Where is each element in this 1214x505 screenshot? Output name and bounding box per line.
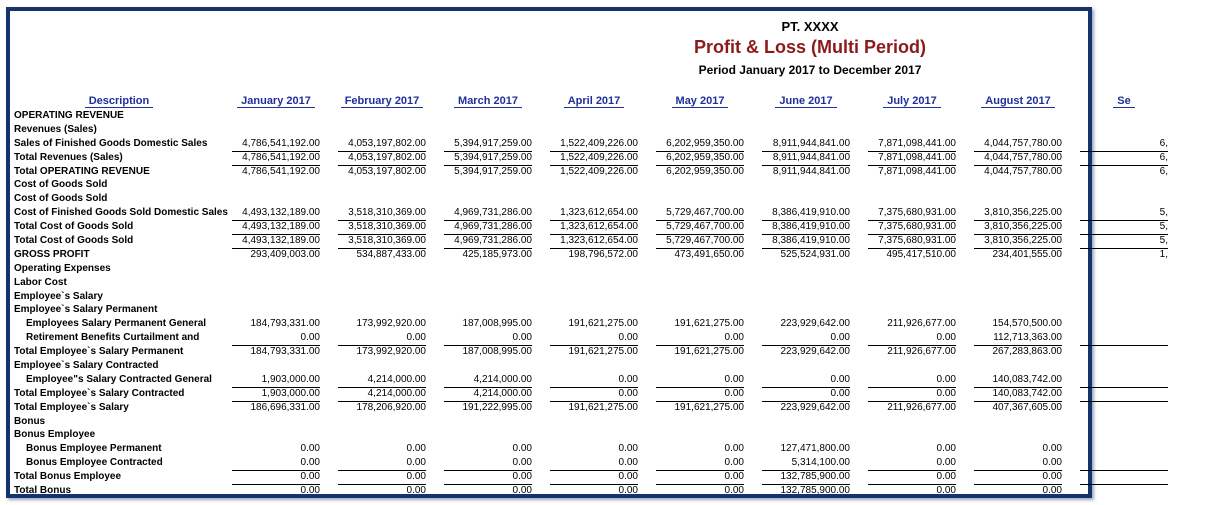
row-value: 1,903,000.00 <box>232 387 320 400</box>
row-value: 223,929,642.00 <box>762 401 850 414</box>
row-value: 1,903,000.00 <box>261 373 320 385</box>
row-value: 534,887,433.00 <box>338 248 426 261</box>
row-value: 0.00 <box>300 457 320 469</box>
row-label: Employees Salary Permanent General <box>26 318 207 330</box>
row-value: 0.00 <box>444 470 532 483</box>
row-value: 0.00 <box>762 387 850 400</box>
row-label: Total Employee`s Salary Contracted <box>14 387 185 399</box>
row-value: 0.00 <box>512 457 532 469</box>
row-label: OPERATING REVENUE <box>14 110 124 121</box>
row-label: Retirement Benefits Curtailment and <box>26 332 200 344</box>
row-value: 8,386,419,910.00 <box>762 234 850 247</box>
row-value: 187,008,995.00 <box>462 318 532 330</box>
row-value: 0.00 <box>868 387 956 400</box>
row-value: 132,785,900.00 <box>762 484 850 497</box>
row-value: 473,491,650.00 <box>656 248 744 261</box>
row-value: 4,053,197,802.00 <box>348 137 426 149</box>
table-row <box>14 206 1214 220</box>
row-label: Sales of Finished Goods Domestic Sales <box>14 137 208 149</box>
column-header-description: Description <box>14 95 224 109</box>
row-value: 1,323,612,654.00 <box>560 207 638 219</box>
row-value: 0.00 <box>300 443 320 455</box>
row-value: 223,929,642.00 <box>780 318 850 330</box>
table-row <box>14 290 1214 304</box>
row-value: 8,386,419,910.00 <box>772 207 850 219</box>
row-value: 0.00 <box>512 332 532 344</box>
row-value: 8,911,944,841.00 <box>772 137 850 149</box>
row-value: 4,786,541,192.00 <box>232 151 320 164</box>
row-value: 4,786,541,192.00 <box>242 137 320 149</box>
row-value: 0.00 <box>974 484 1062 497</box>
row-value: 191,621,275.00 <box>674 318 744 330</box>
row-value: 293,409,003.00 <box>232 248 320 261</box>
row-value: 0.00 <box>618 443 638 455</box>
table-row <box>14 359 1214 373</box>
row-value: 234,401,555.00 <box>974 248 1062 261</box>
row-value: 191,222,995.00 <box>444 401 532 414</box>
row-value: 6,202,959,350.00 <box>656 165 744 178</box>
row-value <box>1080 470 1168 483</box>
row-value: 0.00 <box>724 332 744 344</box>
row-value: 4,493,132,189.00 <box>232 234 320 247</box>
table-row <box>14 456 1214 470</box>
table-row <box>14 137 1214 151</box>
row-value: 187,008,995.00 <box>444 345 532 358</box>
row-value: 140,083,742.00 <box>974 387 1062 400</box>
row-label: GROSS PROFIT <box>14 248 90 260</box>
report-rows <box>14 109 1214 498</box>
row-label: Total Employee`s Salary Permanent <box>14 346 184 358</box>
row-value: 0.00 <box>656 470 744 483</box>
row-value: 1, <box>1080 248 1168 261</box>
row-value: 0.00 <box>936 443 956 455</box>
column-header-month: August 2017 <box>964 95 1072 109</box>
row-value: 0.00 <box>406 443 426 455</box>
table-row <box>14 262 1214 276</box>
row-value: 5, <box>1159 207 1168 219</box>
row-label: Employee"s Salary Contracted General <box>26 373 212 385</box>
row-value: 178,206,920.00 <box>338 401 426 414</box>
row-label: Total Cost of Goods Sold <box>14 235 134 247</box>
row-value: 0.00 <box>232 470 320 483</box>
row-value: 140,083,742.00 <box>992 373 1062 385</box>
row-value: 5,394,917,259.00 <box>444 165 532 178</box>
row-value: 4,214,000.00 <box>444 387 532 400</box>
row-value <box>1080 442 1168 455</box>
row-value: 0.00 <box>724 443 744 455</box>
table-row <box>14 151 1214 165</box>
row-label: Total Bonus <box>14 485 72 497</box>
row-value: 0.00 <box>338 470 426 483</box>
row-value: 7,375,680,931.00 <box>868 220 956 233</box>
row-label: Operating Expenses <box>14 262 111 274</box>
row-value: 0.00 <box>830 373 850 385</box>
row-value: 5,729,467,700.00 <box>656 220 744 233</box>
row-value: 8,386,419,910.00 <box>762 220 850 233</box>
row-value: 5,729,467,700.00 <box>666 207 744 219</box>
row-value: 6, <box>1080 165 1168 178</box>
row-value: 0.00 <box>1042 457 1062 469</box>
row-value: 4,044,757,780.00 <box>974 165 1062 178</box>
row-value: 0.00 <box>936 332 956 344</box>
row-value: 0.00 <box>1042 443 1062 455</box>
row-value: 0.00 <box>724 373 744 385</box>
row-value: 0.00 <box>232 484 320 497</box>
row-value: 0.00 <box>656 387 744 400</box>
row-value: 3,810,356,225.00 <box>974 234 1062 247</box>
table-row <box>14 165 1214 179</box>
table-row <box>14 401 1214 415</box>
row-value: 132,785,900.00 <box>762 470 850 483</box>
row-value: 0.00 <box>444 484 532 497</box>
row-value: 1,323,612,654.00 <box>550 234 638 247</box>
column-header-month: January 2017 <box>222 95 330 109</box>
row-value: 4,969,731,286.00 <box>444 234 532 247</box>
row-value: 4,969,731,286.00 <box>454 207 532 219</box>
row-value: 5,394,917,259.00 <box>444 151 532 164</box>
table-row <box>14 317 1214 331</box>
row-value <box>1080 484 1168 497</box>
row-value <box>1080 401 1168 414</box>
row-value: 191,621,275.00 <box>550 401 638 414</box>
row-value: 5,729,467,700.00 <box>656 234 744 247</box>
row-value <box>1080 317 1168 330</box>
table-row <box>14 192 1214 206</box>
company-name: PT. XXXX <box>781 19 839 34</box>
table-row <box>14 234 1214 248</box>
row-value: 5,314,100.00 <box>791 457 850 469</box>
row-value: 127,471,800.00 <box>780 443 850 455</box>
row-value: 495,417,510.00 <box>868 248 956 261</box>
row-value: 4,044,757,780.00 <box>974 151 1062 164</box>
row-value: 0.00 <box>406 332 426 344</box>
row-value <box>1080 345 1168 358</box>
row-value: 0.00 <box>618 332 638 344</box>
row-value: 8,911,944,841.00 <box>762 165 850 178</box>
row-value: 4,044,757,780.00 <box>984 137 1062 149</box>
row-value: 6, <box>1080 151 1168 164</box>
row-value: 173,992,920.00 <box>356 318 426 330</box>
row-value: 112,713,363.00 <box>993 332 1062 344</box>
row-value: 0.00 <box>550 387 638 400</box>
row-value: 191,621,275.00 <box>656 401 744 414</box>
row-value: 4,969,731,286.00 <box>444 220 532 233</box>
table-row <box>14 484 1214 498</box>
report-title: Profit & Loss (Multi Period) <box>694 37 926 57</box>
row-label: Employee`s Salary <box>14 290 103 302</box>
column-header-month: February 2017 <box>328 95 436 109</box>
row-label: Cost of Goods Sold <box>14 193 108 205</box>
row-label: Bonus <box>14 415 46 427</box>
row-label: Total Cost of Goods Sold <box>14 221 134 233</box>
row-value: 8,911,944,841.00 <box>762 151 850 164</box>
table-row <box>14 123 1214 137</box>
report-period: Period January 2017 to December 2017 <box>698 63 922 77</box>
row-value: 4,214,000.00 <box>338 387 426 400</box>
row-value: 1,522,409,226.00 <box>560 137 638 149</box>
table-row <box>14 345 1214 359</box>
row-label: Revenues (Sales) <box>14 123 97 135</box>
row-value: 5, <box>1080 234 1168 247</box>
row-label: Cost of Finished Goods Sold Domestic Sales <box>14 207 228 219</box>
row-value: 0.00 <box>868 484 956 497</box>
row-value: 3,518,310,369.00 <box>348 207 426 219</box>
row-value: 0.00 <box>406 457 426 469</box>
row-label: Bonus Employee Contracted <box>26 457 163 469</box>
row-value: 6,202,959,350.00 <box>666 137 744 149</box>
row-label: Bonus Employee <box>14 429 96 441</box>
row-value: 0.00 <box>618 373 638 385</box>
row-value: 211,926,677.00 <box>887 318 956 330</box>
row-value: 0.00 <box>550 470 638 483</box>
column-header-month: Se <box>1070 95 1178 109</box>
row-value: 6, <box>1159 137 1168 149</box>
row-value: 154,570,500.00 <box>992 318 1062 330</box>
table-row <box>14 373 1214 387</box>
table-row <box>14 428 1214 442</box>
row-value: 186,696,331.00 <box>232 401 320 414</box>
row-value: 0.00 <box>300 332 320 344</box>
row-value: 6,202,959,350.00 <box>656 151 744 164</box>
row-value: 7,871,098,441.00 <box>868 165 956 178</box>
table-row <box>14 415 1214 429</box>
row-value: 191,621,275.00 <box>656 345 744 358</box>
row-value: 5, <box>1080 220 1168 233</box>
row-value: 7,375,680,931.00 <box>868 234 956 247</box>
row-value: 4,214,000.00 <box>367 373 426 385</box>
row-value: 407,367,605.00 <box>974 401 1062 414</box>
row-value: 198,796,572.00 <box>550 248 638 261</box>
row-value: 7,871,098,441.00 <box>878 137 956 149</box>
row-value: 0.00 <box>550 484 638 497</box>
row-value: 7,871,098,441.00 <box>868 151 956 164</box>
table-row <box>14 387 1214 401</box>
row-value: 191,621,275.00 <box>550 345 638 358</box>
row-value: 0.00 <box>974 470 1062 483</box>
table-row <box>14 276 1214 290</box>
table-row <box>14 248 1214 262</box>
row-value: 184,793,331.00 <box>250 318 320 330</box>
row-value <box>1080 387 1168 400</box>
row-value: 211,926,677.00 <box>868 401 956 414</box>
profit-loss-report <box>10 11 1210 497</box>
row-value: 0.00 <box>618 457 638 469</box>
column-header-month: June 2017 <box>752 95 860 109</box>
row-label: Employee`s Salary Contracted <box>14 360 159 372</box>
row-value: 223,929,642.00 <box>762 345 850 358</box>
row-label: Bonus Employee Permanent <box>26 443 162 455</box>
row-value: 1,522,409,226.00 <box>550 165 638 178</box>
row-value <box>1080 456 1168 469</box>
row-value: 267,283,863.00 <box>974 345 1062 358</box>
row-value: 191,621,275.00 <box>568 318 638 330</box>
row-value <box>1080 331 1168 344</box>
row-value: 3,810,356,225.00 <box>974 220 1062 233</box>
row-value: 5,394,917,259.00 <box>454 137 532 149</box>
column-header-month: July 2017 <box>858 95 966 109</box>
row-value: 0.00 <box>724 457 744 469</box>
row-value: 425,185,973.00 <box>444 248 532 261</box>
column-header-month: May 2017 <box>646 95 754 109</box>
row-label: Total Employee`s Salary <box>14 401 129 413</box>
table-row <box>14 220 1214 234</box>
row-value: 0.00 <box>868 470 956 483</box>
row-value: 3,518,310,369.00 <box>338 220 426 233</box>
row-value: 0.00 <box>512 443 532 455</box>
row-value: 0.00 <box>830 332 850 344</box>
row-value: 1,323,612,654.00 <box>550 220 638 233</box>
row-value <box>1080 373 1168 386</box>
row-label: Cost of Goods Sold <box>14 179 108 191</box>
row-value: 3,810,356,225.00 <box>984 207 1062 219</box>
row-value: 0.00 <box>338 484 426 497</box>
row-value: 4,493,132,189.00 <box>232 220 320 233</box>
row-label: Total OPERATING REVENUE <box>14 165 150 177</box>
table-row <box>14 331 1214 345</box>
row-value: 184,793,331.00 <box>232 345 320 358</box>
row-value: 4,053,197,802.00 <box>338 151 426 164</box>
table-row <box>14 303 1214 317</box>
column-header-month: April 2017 <box>540 95 648 109</box>
row-label: Total Revenues (Sales) <box>14 151 123 163</box>
row-label: Total Bonus Employee <box>14 471 122 483</box>
row-value: 4,493,132,189.00 <box>242 207 320 219</box>
row-value: 4,786,541,192.00 <box>232 165 320 178</box>
row-value: 7,375,680,931.00 <box>878 207 956 219</box>
table-row <box>14 470 1214 484</box>
row-value: 0.00 <box>936 373 956 385</box>
row-value: 211,926,677.00 <box>868 345 956 358</box>
table-row <box>14 442 1214 456</box>
row-value: 4,214,000.00 <box>473 373 532 385</box>
table-row <box>14 109 1214 123</box>
row-value: 3,518,310,369.00 <box>338 234 426 247</box>
row-value: 173,992,920.00 <box>338 345 426 358</box>
row-value: 0.00 <box>656 484 744 497</box>
row-value: 4,053,197,802.00 <box>338 165 426 178</box>
table-row <box>14 178 1214 192</box>
row-label: Employee`s Salary Permanent <box>14 304 158 316</box>
row-value: 1,522,409,226.00 <box>550 151 638 164</box>
row-value: 0.00 <box>936 457 956 469</box>
row-value: 525,524,931.00 <box>762 248 850 261</box>
row-label: Labor Cost <box>14 276 67 288</box>
report-frame <box>6 7 1168 498</box>
column-header-month: March 2017 <box>434 95 542 109</box>
